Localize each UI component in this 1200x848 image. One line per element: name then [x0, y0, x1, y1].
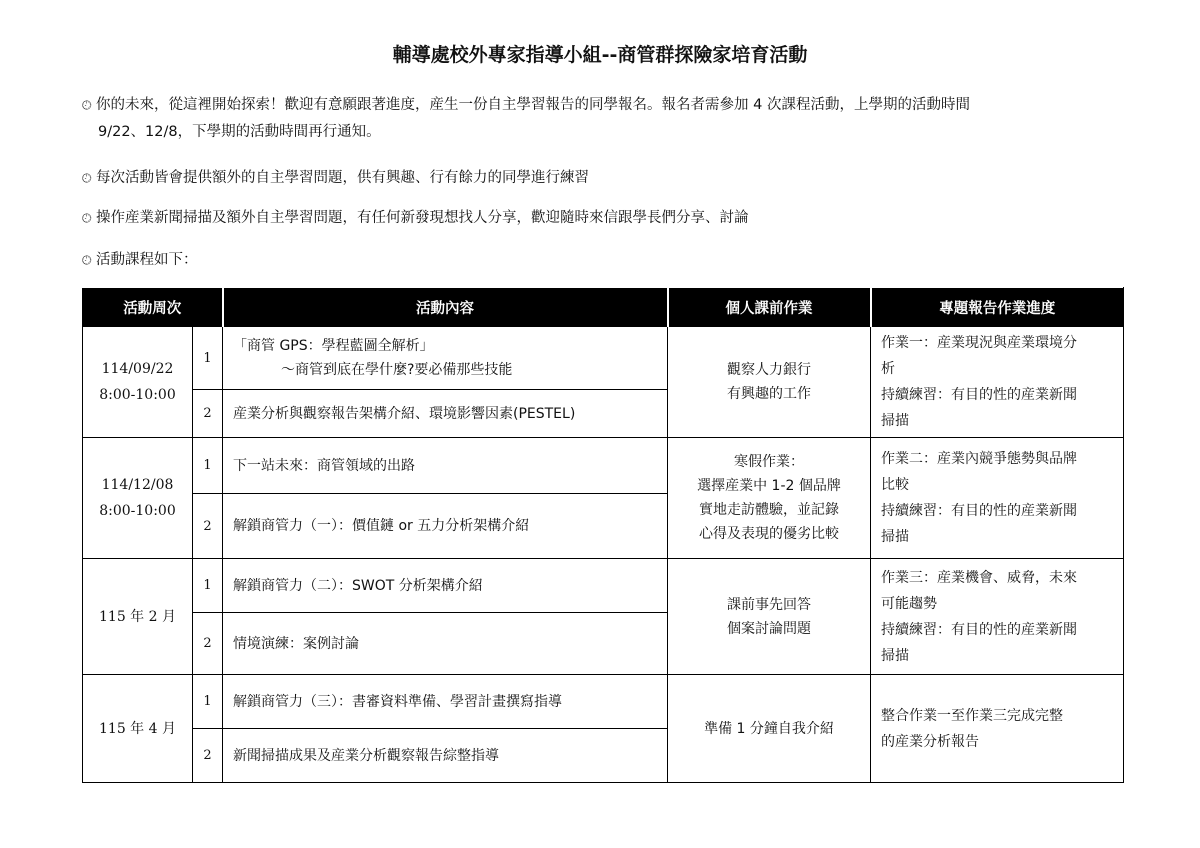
activity-number: 2 — [193, 613, 223, 675]
activity-content: 下一站未來：商管領域的出路 — [223, 438, 668, 494]
table-row — [83, 327, 1124, 390]
schedule-table — [82, 287, 1124, 783]
session-date: 115 年 4 月 — [83, 675, 193, 783]
activity-number: 2 — [193, 390, 223, 438]
intro-paragraph-3 — [82, 205, 1142, 232]
activity-content: 「商管 GPS：學程藍圖全解析」 ～商管到底在學什麼?要必備那些技能 — [223, 327, 668, 390]
activity-content: 解鎖商管力（二）：SWOT 分析架構介紹 — [223, 559, 668, 613]
intro-paragraph-1 — [82, 92, 1142, 146]
table-row — [83, 559, 1124, 613]
report-progress: 作業二：産業內競爭態勢與品牌 比較 持續練習：有目的性的産業新聞 掃描 — [871, 438, 1124, 559]
activity-content: 新聞掃描成果及産業分析觀察報告綜整指導 — [223, 729, 668, 783]
activity-content: 解鎖商管力（一）：價值鏈 or 五力分析架構介紹 — [223, 494, 668, 559]
report-progress: 整合作業一至作業三完成完整 的産業分析報告 — [871, 675, 1124, 783]
header-homework: 個人課前作業 — [668, 288, 871, 327]
activity-number: 1 — [193, 675, 223, 729]
report-progress: 作業三：産業機會、威脅，未來 可能趨勢 持續練習：有目的性的産業新聞 掃描 — [871, 559, 1124, 675]
pre-class-homework: 課前事先回答 個案討論問題 — [668, 559, 871, 675]
header-week: 活動周次 — [83, 288, 223, 327]
intro-text: 活動課程如下： — [96, 252, 198, 268]
intro-paragraph-2 — [82, 165, 1142, 192]
header-activity: 活動內容 — [223, 288, 668, 327]
activity-number: 2 — [193, 729, 223, 783]
intro-text: 每次活動皆會提供額外的自主學習問題，供有興趣、行有餘力的同學進行練習 — [96, 170, 589, 186]
report-progress: 作業一：産業現況與産業環境分 析 持續練習：有目的性的産業新聞 掃描 — [871, 327, 1124, 438]
pre-class-homework: 寒假作業： 選擇産業中 1-2 個品牌 實地走訪體驗，並記錄 心得及表現的優劣比較 — [668, 438, 871, 559]
intro-text: 9/22、12/8，下學期的活動時間再行通知。 — [98, 124, 381, 140]
session-date: 114/12/08 8:00-10:00 — [83, 438, 193, 559]
activity-number: 2 — [193, 494, 223, 559]
page-title: 輔導處校外專家指導小組--商管群探險家培育活動 — [392, 44, 808, 66]
table-row — [83, 438, 1124, 494]
clock-bullet-icon: 🕗︎ — [82, 171, 92, 185]
session-date: 115 年 2 月 — [83, 559, 193, 675]
intro-text: 你的未來，從這裡開始探索！歡迎有意願跟著進度，産生一份自主學習報告的同學報名。報名者需參加 4 次課程活動，上學期的活動時間 — [96, 97, 970, 113]
clock-bullet-icon: 🕗︎ — [82, 253, 92, 267]
intro-paragraph-4 — [82, 247, 1142, 274]
table-header-row — [83, 288, 1124, 327]
pre-class-homework: 準備 1 分鐘自我介紹 — [668, 675, 871, 783]
pre-class-homework: 觀察人力銀行 有興趣的工作 — [668, 327, 871, 438]
clock-bullet-icon: 🕗︎ — [82, 98, 92, 112]
clock-bullet-icon: 🕗︎ — [82, 211, 92, 225]
activity-number: 1 — [193, 559, 223, 613]
session-date: 114/09/22 8:00-10:00 — [83, 327, 193, 438]
activity-content: 情境演練：案例討論 — [223, 613, 668, 675]
header-progress: 專題報告作業進度 — [871, 288, 1124, 327]
table-row — [83, 675, 1124, 729]
activity-content: 産業分析與觀察報告架構介紹、環境影響因素(PESTEL) — [223, 390, 668, 438]
activity-number: 1 — [193, 438, 223, 494]
intro-text: 操作産業新聞掃描及額外自主學習問題，有任何新發現想找人分享，歡迎隨時來信跟學長們分享、討論 — [96, 210, 749, 226]
activity-content: 解鎖商管力（三）：書審資料準備、學習計畫撰寫指導 — [223, 675, 668, 729]
activity-number: 1 — [193, 327, 223, 390]
